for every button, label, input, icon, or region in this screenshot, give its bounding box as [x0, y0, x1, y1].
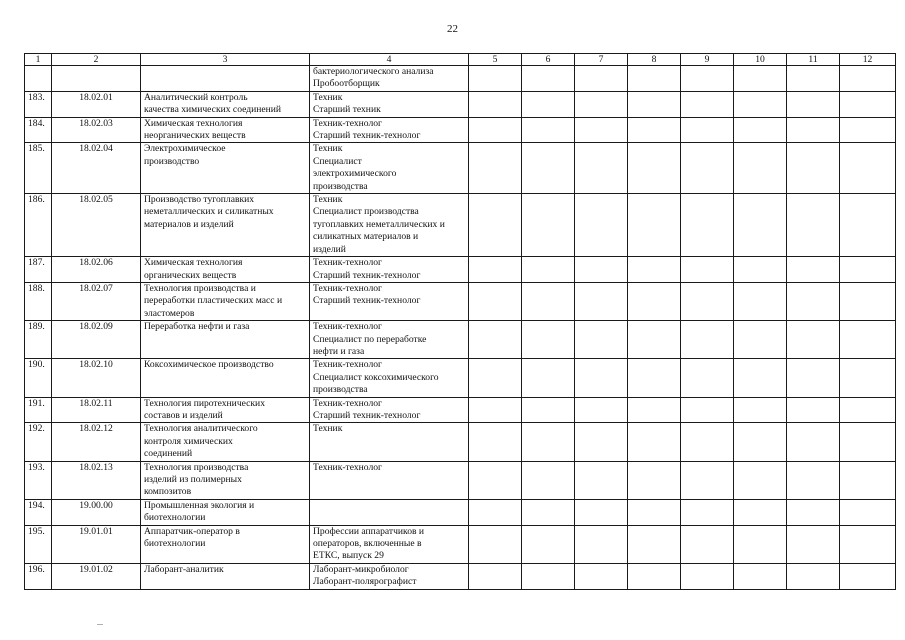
empty-cell	[681, 359, 734, 397]
empty-cell	[787, 563, 840, 589]
empty-cell	[469, 143, 522, 194]
table-body	[25, 66, 896, 590]
row-number-cell: 187.	[25, 257, 52, 283]
empty-cell	[469, 194, 522, 257]
table-row	[25, 143, 896, 194]
specialty-name-cell: Технология пиротехнических составов и изделий	[141, 397, 310, 423]
row-number-cell: 196.	[25, 563, 52, 589]
table-row	[25, 423, 896, 461]
empty-cell	[469, 359, 522, 397]
empty-cell	[681, 194, 734, 257]
empty-cell	[734, 257, 787, 283]
code-cell: 18.02.06	[52, 257, 141, 283]
specialty-name-cell: Переработка нефти и газа	[141, 321, 310, 359]
empty-cell	[575, 91, 628, 117]
empty-cell	[575, 66, 628, 92]
column-header: 8	[628, 54, 681, 66]
empty-cell	[840, 563, 896, 589]
empty-cell	[787, 461, 840, 499]
column-header: 12	[840, 54, 896, 66]
specialty-name-cell: Производство тугоплавких неметаллических и силикатных материалов и изделий	[141, 194, 310, 257]
empty-cell	[628, 66, 681, 92]
qualification-cell: Техник Старший техник	[310, 91, 469, 117]
empty-cell	[522, 359, 575, 397]
empty-cell	[522, 499, 575, 525]
empty-cell	[787, 282, 840, 320]
qualification-cell	[310, 499, 469, 525]
empty-cell	[840, 194, 896, 257]
empty-cell	[469, 282, 522, 320]
row-number-cell: 184.	[25, 117, 52, 143]
empty-cell	[734, 525, 787, 563]
empty-cell	[575, 194, 628, 257]
empty-cell	[469, 499, 522, 525]
code-cell: 18.02.09	[52, 321, 141, 359]
empty-cell	[575, 143, 628, 194]
empty-cell	[469, 321, 522, 359]
column-header: 7	[575, 54, 628, 66]
empty-cell	[575, 282, 628, 320]
empty-cell	[628, 321, 681, 359]
qualification-cell: Техник-технолог Старший техник-технолог	[310, 117, 469, 143]
empty-cell	[469, 525, 522, 563]
empty-cell	[575, 525, 628, 563]
row-number-cell	[25, 66, 52, 92]
empty-cell	[681, 563, 734, 589]
empty-cell	[840, 499, 896, 525]
empty-cell	[628, 359, 681, 397]
empty-cell	[734, 461, 787, 499]
empty-cell	[681, 525, 734, 563]
qualification-cell: Техник	[310, 423, 469, 461]
specialty-name-cell: Электрохимическое производство	[141, 143, 310, 194]
qualification-cell: Техник-технолог Специалист коксохимического производства	[310, 359, 469, 397]
empty-cell	[734, 563, 787, 589]
empty-cell	[734, 499, 787, 525]
empty-cell	[469, 563, 522, 589]
qualification-cell: Техник-технолог Старший техник-технолог	[310, 282, 469, 320]
empty-cell	[628, 143, 681, 194]
empty-cell	[787, 194, 840, 257]
empty-cell	[840, 257, 896, 283]
qualification-cell: бактериологического анализа Пробоотборщик	[310, 66, 469, 92]
code-cell: 18.02.11	[52, 397, 141, 423]
qualification-cell: Техник Специалист электрохимического производства	[310, 143, 469, 194]
empty-cell	[734, 397, 787, 423]
empty-cell	[787, 321, 840, 359]
qualification-cell: Профессии аппаратчиков и операторов, включенные в ЕТКС, выпуск 29	[310, 525, 469, 563]
empty-cell	[575, 499, 628, 525]
empty-cell	[734, 282, 787, 320]
empty-cell	[522, 143, 575, 194]
empty-cell	[840, 117, 896, 143]
scan-mark	[97, 624, 103, 625]
empty-cell	[681, 117, 734, 143]
empty-cell	[522, 563, 575, 589]
column-header: 4	[310, 54, 469, 66]
column-header: 3	[141, 54, 310, 66]
empty-cell	[734, 91, 787, 117]
page-number: 22	[447, 23, 458, 35]
empty-cell	[575, 321, 628, 359]
column-header: 2	[52, 54, 141, 66]
empty-cell	[840, 91, 896, 117]
table-row	[25, 117, 896, 143]
code-cell: 18.02.07	[52, 282, 141, 320]
empty-cell	[840, 66, 896, 92]
table-row	[25, 359, 896, 397]
row-number-cell: 189.	[25, 321, 52, 359]
empty-cell	[522, 423, 575, 461]
empty-cell	[522, 282, 575, 320]
empty-cell	[522, 397, 575, 423]
row-number-cell: 194.	[25, 499, 52, 525]
specialty-name-cell: Технология производства изделий из полимерных композитов	[141, 461, 310, 499]
empty-cell	[734, 359, 787, 397]
empty-cell	[840, 461, 896, 499]
empty-cell	[522, 194, 575, 257]
empty-cell	[469, 461, 522, 499]
specialty-name-cell: Технология аналитического контроля химических соединений	[141, 423, 310, 461]
empty-cell	[522, 321, 575, 359]
row-number-cell: 188.	[25, 282, 52, 320]
table-row	[25, 563, 896, 589]
table-row	[25, 525, 896, 563]
specialty-name-cell: Химическая технология неорганических веществ	[141, 117, 310, 143]
empty-cell	[522, 66, 575, 92]
empty-cell	[734, 66, 787, 92]
empty-cell	[522, 117, 575, 143]
empty-cell	[522, 525, 575, 563]
table-row	[25, 194, 896, 257]
column-header: 11	[787, 54, 840, 66]
empty-cell	[681, 66, 734, 92]
table-row	[25, 66, 896, 92]
empty-cell	[840, 397, 896, 423]
empty-cell	[522, 257, 575, 283]
row-number-cell: 192.	[25, 423, 52, 461]
empty-cell	[787, 397, 840, 423]
empty-cell	[787, 66, 840, 92]
empty-cell	[787, 257, 840, 283]
table-row	[25, 397, 896, 423]
row-number-cell: 190.	[25, 359, 52, 397]
empty-cell	[681, 423, 734, 461]
empty-cell	[840, 359, 896, 397]
empty-cell	[628, 397, 681, 423]
column-header: 1	[25, 54, 52, 66]
empty-cell	[681, 257, 734, 283]
empty-cell	[734, 423, 787, 461]
code-cell	[52, 66, 141, 92]
qualification-cell: Лаборант-микробиолог Лаборант-полярографист	[310, 563, 469, 589]
empty-cell	[734, 194, 787, 257]
qualification-cell: Техник-технолог Старший техник-технолог	[310, 257, 469, 283]
code-cell: 18.02.04	[52, 143, 141, 194]
empty-cell	[628, 117, 681, 143]
code-cell: 18.02.13	[52, 461, 141, 499]
empty-cell	[840, 525, 896, 563]
specialty-name-cell: Химическая технология органических веществ	[141, 257, 310, 283]
specialty-name-cell: Аппаратчик-оператор в биотехнологии	[141, 525, 310, 563]
column-header: 9	[681, 54, 734, 66]
empty-cell	[787, 143, 840, 194]
row-number-cell: 186.	[25, 194, 52, 257]
empty-cell	[628, 257, 681, 283]
empty-cell	[734, 117, 787, 143]
qualification-cell: Техник Специалист производства тугоплавких неметаллических и силикатных материалов и изделий	[310, 194, 469, 257]
empty-cell	[575, 397, 628, 423]
code-cell: 19.01.01	[52, 525, 141, 563]
empty-cell	[575, 359, 628, 397]
table-row	[25, 257, 896, 283]
empty-cell	[522, 461, 575, 499]
empty-cell	[628, 525, 681, 563]
empty-cell	[628, 563, 681, 589]
empty-cell	[681, 143, 734, 194]
empty-cell	[575, 563, 628, 589]
row-number-cell: 191.	[25, 397, 52, 423]
specialty-name-cell: Аналитический контроль качества химических соединений	[141, 91, 310, 117]
empty-cell	[575, 423, 628, 461]
empty-cell	[681, 397, 734, 423]
empty-cell	[787, 91, 840, 117]
code-cell: 19.01.02	[52, 563, 141, 589]
empty-cell	[575, 257, 628, 283]
specialty-name-cell	[141, 66, 310, 92]
code-cell: 18.02.03	[52, 117, 141, 143]
code-cell: 18.02.01	[52, 91, 141, 117]
qualification-cell: Техник-технолог Старший техник-технолог	[310, 397, 469, 423]
table-row	[25, 461, 896, 499]
empty-cell	[681, 499, 734, 525]
column-header: 5	[469, 54, 522, 66]
qualifications-table	[24, 53, 896, 590]
column-header: 6	[522, 54, 575, 66]
empty-cell	[469, 397, 522, 423]
specialty-name-cell: Промышленная экология и биотехнологии	[141, 499, 310, 525]
empty-cell	[628, 461, 681, 499]
empty-cell	[681, 321, 734, 359]
empty-cell	[787, 525, 840, 563]
table-row	[25, 282, 896, 320]
qualification-cell: Техник-технолог	[310, 461, 469, 499]
row-number-cell: 183.	[25, 91, 52, 117]
empty-cell	[787, 117, 840, 143]
empty-cell	[469, 117, 522, 143]
empty-cell	[628, 282, 681, 320]
table-row	[25, 499, 896, 525]
code-cell: 18.02.10	[52, 359, 141, 397]
empty-cell	[628, 91, 681, 117]
row-number-cell: 193.	[25, 461, 52, 499]
empty-cell	[840, 423, 896, 461]
empty-cell	[469, 423, 522, 461]
empty-cell	[575, 461, 628, 499]
row-number-cell: 195.	[25, 525, 52, 563]
specialty-name-cell: Лаборант-аналитик	[141, 563, 310, 589]
empty-cell	[522, 91, 575, 117]
empty-cell	[840, 282, 896, 320]
empty-cell	[734, 143, 787, 194]
empty-cell	[787, 499, 840, 525]
specialty-name-cell: Коксохимическое производство	[141, 359, 310, 397]
empty-cell	[681, 461, 734, 499]
code-cell: 18.02.12	[52, 423, 141, 461]
empty-cell	[575, 117, 628, 143]
row-number-cell: 185.	[25, 143, 52, 194]
empty-cell	[628, 499, 681, 525]
empty-cell	[840, 143, 896, 194]
empty-cell	[469, 91, 522, 117]
table-header-row	[25, 54, 896, 66]
empty-cell	[787, 423, 840, 461]
empty-cell	[469, 257, 522, 283]
empty-cell	[787, 359, 840, 397]
empty-cell	[840, 321, 896, 359]
empty-cell	[628, 194, 681, 257]
table-row	[25, 91, 896, 117]
qualification-cell: Техник-технолог Специалист по переработке нефти и газа	[310, 321, 469, 359]
column-header: 10	[734, 54, 787, 66]
empty-cell	[469, 66, 522, 92]
code-cell: 18.02.05	[52, 194, 141, 257]
table-row	[25, 321, 896, 359]
specialty-name-cell: Технология производства и переработки пластических масс и эластомеров	[141, 282, 310, 320]
empty-cell	[681, 91, 734, 117]
empty-cell	[734, 321, 787, 359]
empty-cell	[628, 423, 681, 461]
empty-cell	[681, 282, 734, 320]
code-cell: 19.00.00	[52, 499, 141, 525]
